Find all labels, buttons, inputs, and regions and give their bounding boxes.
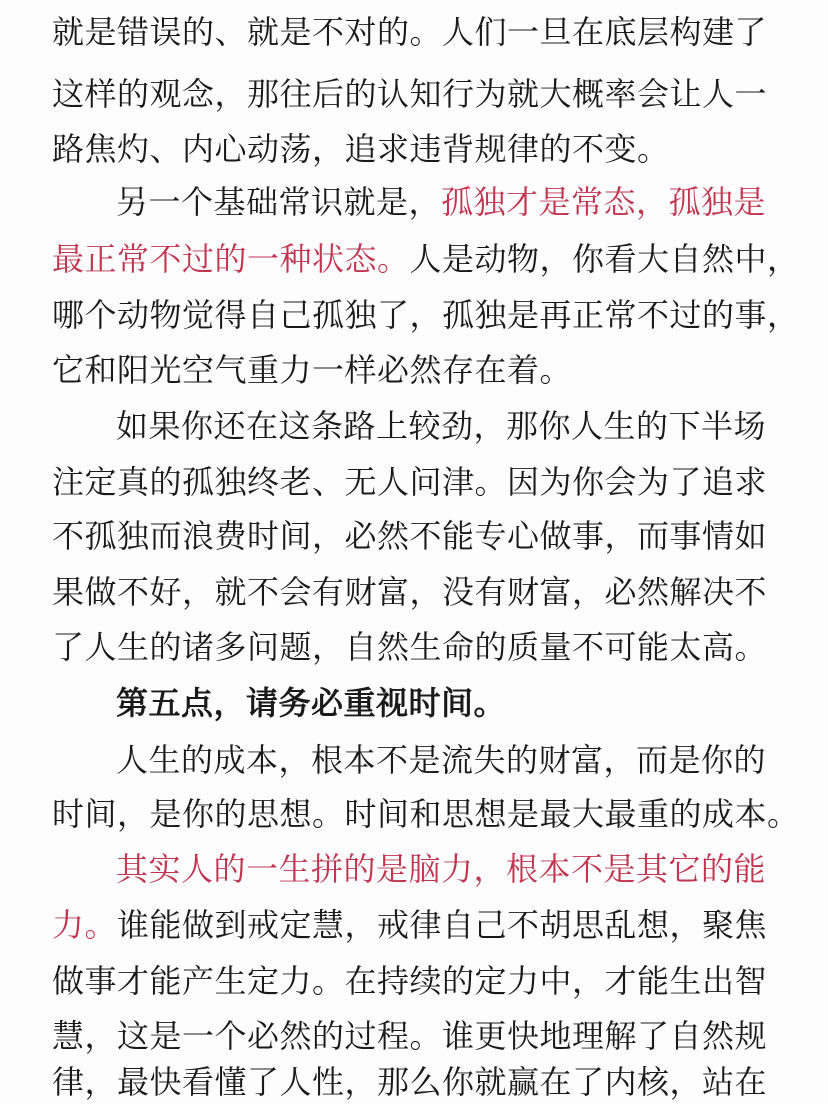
- text-span: 做事才能产生定力。在持续的定力中，才能生出智: [52, 962, 768, 1000]
- text-line: [116, 738, 766, 782]
- text-line: [52, 514, 767, 558]
- text-line: [52, 72, 767, 116]
- text-span: 律，最快看懂了人性，那么你就赢在了内核，站在: [52, 1063, 768, 1101]
- text-line: [116, 180, 766, 224]
- text-line: [52, 348, 572, 392]
- text-span: 就是错误的、就是不对的。人们一旦在底层构建了: [52, 13, 768, 51]
- text-line: [116, 404, 766, 448]
- text-span: 人生的成本，根本不是流失的财富，而是你的: [116, 741, 767, 779]
- text-span: 这样的观念，那往后的认知行为就大概率会让人一: [52, 75, 768, 113]
- text-line: [52, 460, 767, 504]
- text-span: 时间，是你的思想。时间和思想是最大最重的成本。: [52, 795, 800, 833]
- text-line: [52, 959, 767, 1003]
- text-span: 不孤独而浪费时间，必然不能专心做事，而事情如: [52, 517, 768, 555]
- text-line: [52, 127, 670, 171]
- text-span: 人是动物，你看大自然中，: [409, 240, 800, 278]
- highlighted-text: 孤独才是常态，孤独是: [441, 183, 767, 221]
- text-line: [52, 237, 800, 281]
- text-span: 路焦灼、内心动荡，追求违背规律的不变。: [52, 130, 670, 168]
- text-span: 它和阳光空气重力一样必然存在着。: [52, 351, 573, 389]
- text-line: [52, 10, 767, 54]
- text-line: [52, 570, 767, 614]
- text-line: [52, 1014, 767, 1058]
- text-span: 了人生的诸多问题，自然生命的质量不可能太高。: [52, 628, 768, 666]
- text-span: 谁能做到戒定慧，戒律自己不胡思乱想，聚焦: [117, 906, 768, 944]
- text-line: [52, 293, 800, 337]
- text-line: [52, 903, 767, 947]
- text-span: 如果你还在这条路上较劲，那你人生的下半场: [116, 407, 767, 445]
- highlighted-text: 其实人的一生拼的是脑力，根本不是其它的能: [116, 850, 767, 888]
- text-line: [52, 625, 767, 669]
- highlighted-text: 力。: [52, 906, 118, 944]
- text-span: 注定真的孤独终老、无人问津。因为你会为了追求: [52, 463, 768, 501]
- highlighted-text: 最正常不过的一种状态。: [52, 240, 410, 278]
- text-line: [116, 847, 766, 891]
- text-span: 另一个基础常识就是，: [116, 183, 442, 221]
- text-span: 果做不好，就不会有财富，没有财富，必然解决不: [52, 573, 768, 611]
- text-line: [52, 1060, 767, 1104]
- text-line: [52, 792, 800, 836]
- text-span: 哪个动物觉得自己孤独了，孤独是再正常不过的事，: [52, 296, 800, 334]
- heading-text: 第五点，请务必重视时间。: [116, 684, 507, 722]
- section-heading: [116, 681, 506, 725]
- text-span: 慧，这是一个必然的过程。谁更快地理解了自然规: [52, 1017, 768, 1055]
